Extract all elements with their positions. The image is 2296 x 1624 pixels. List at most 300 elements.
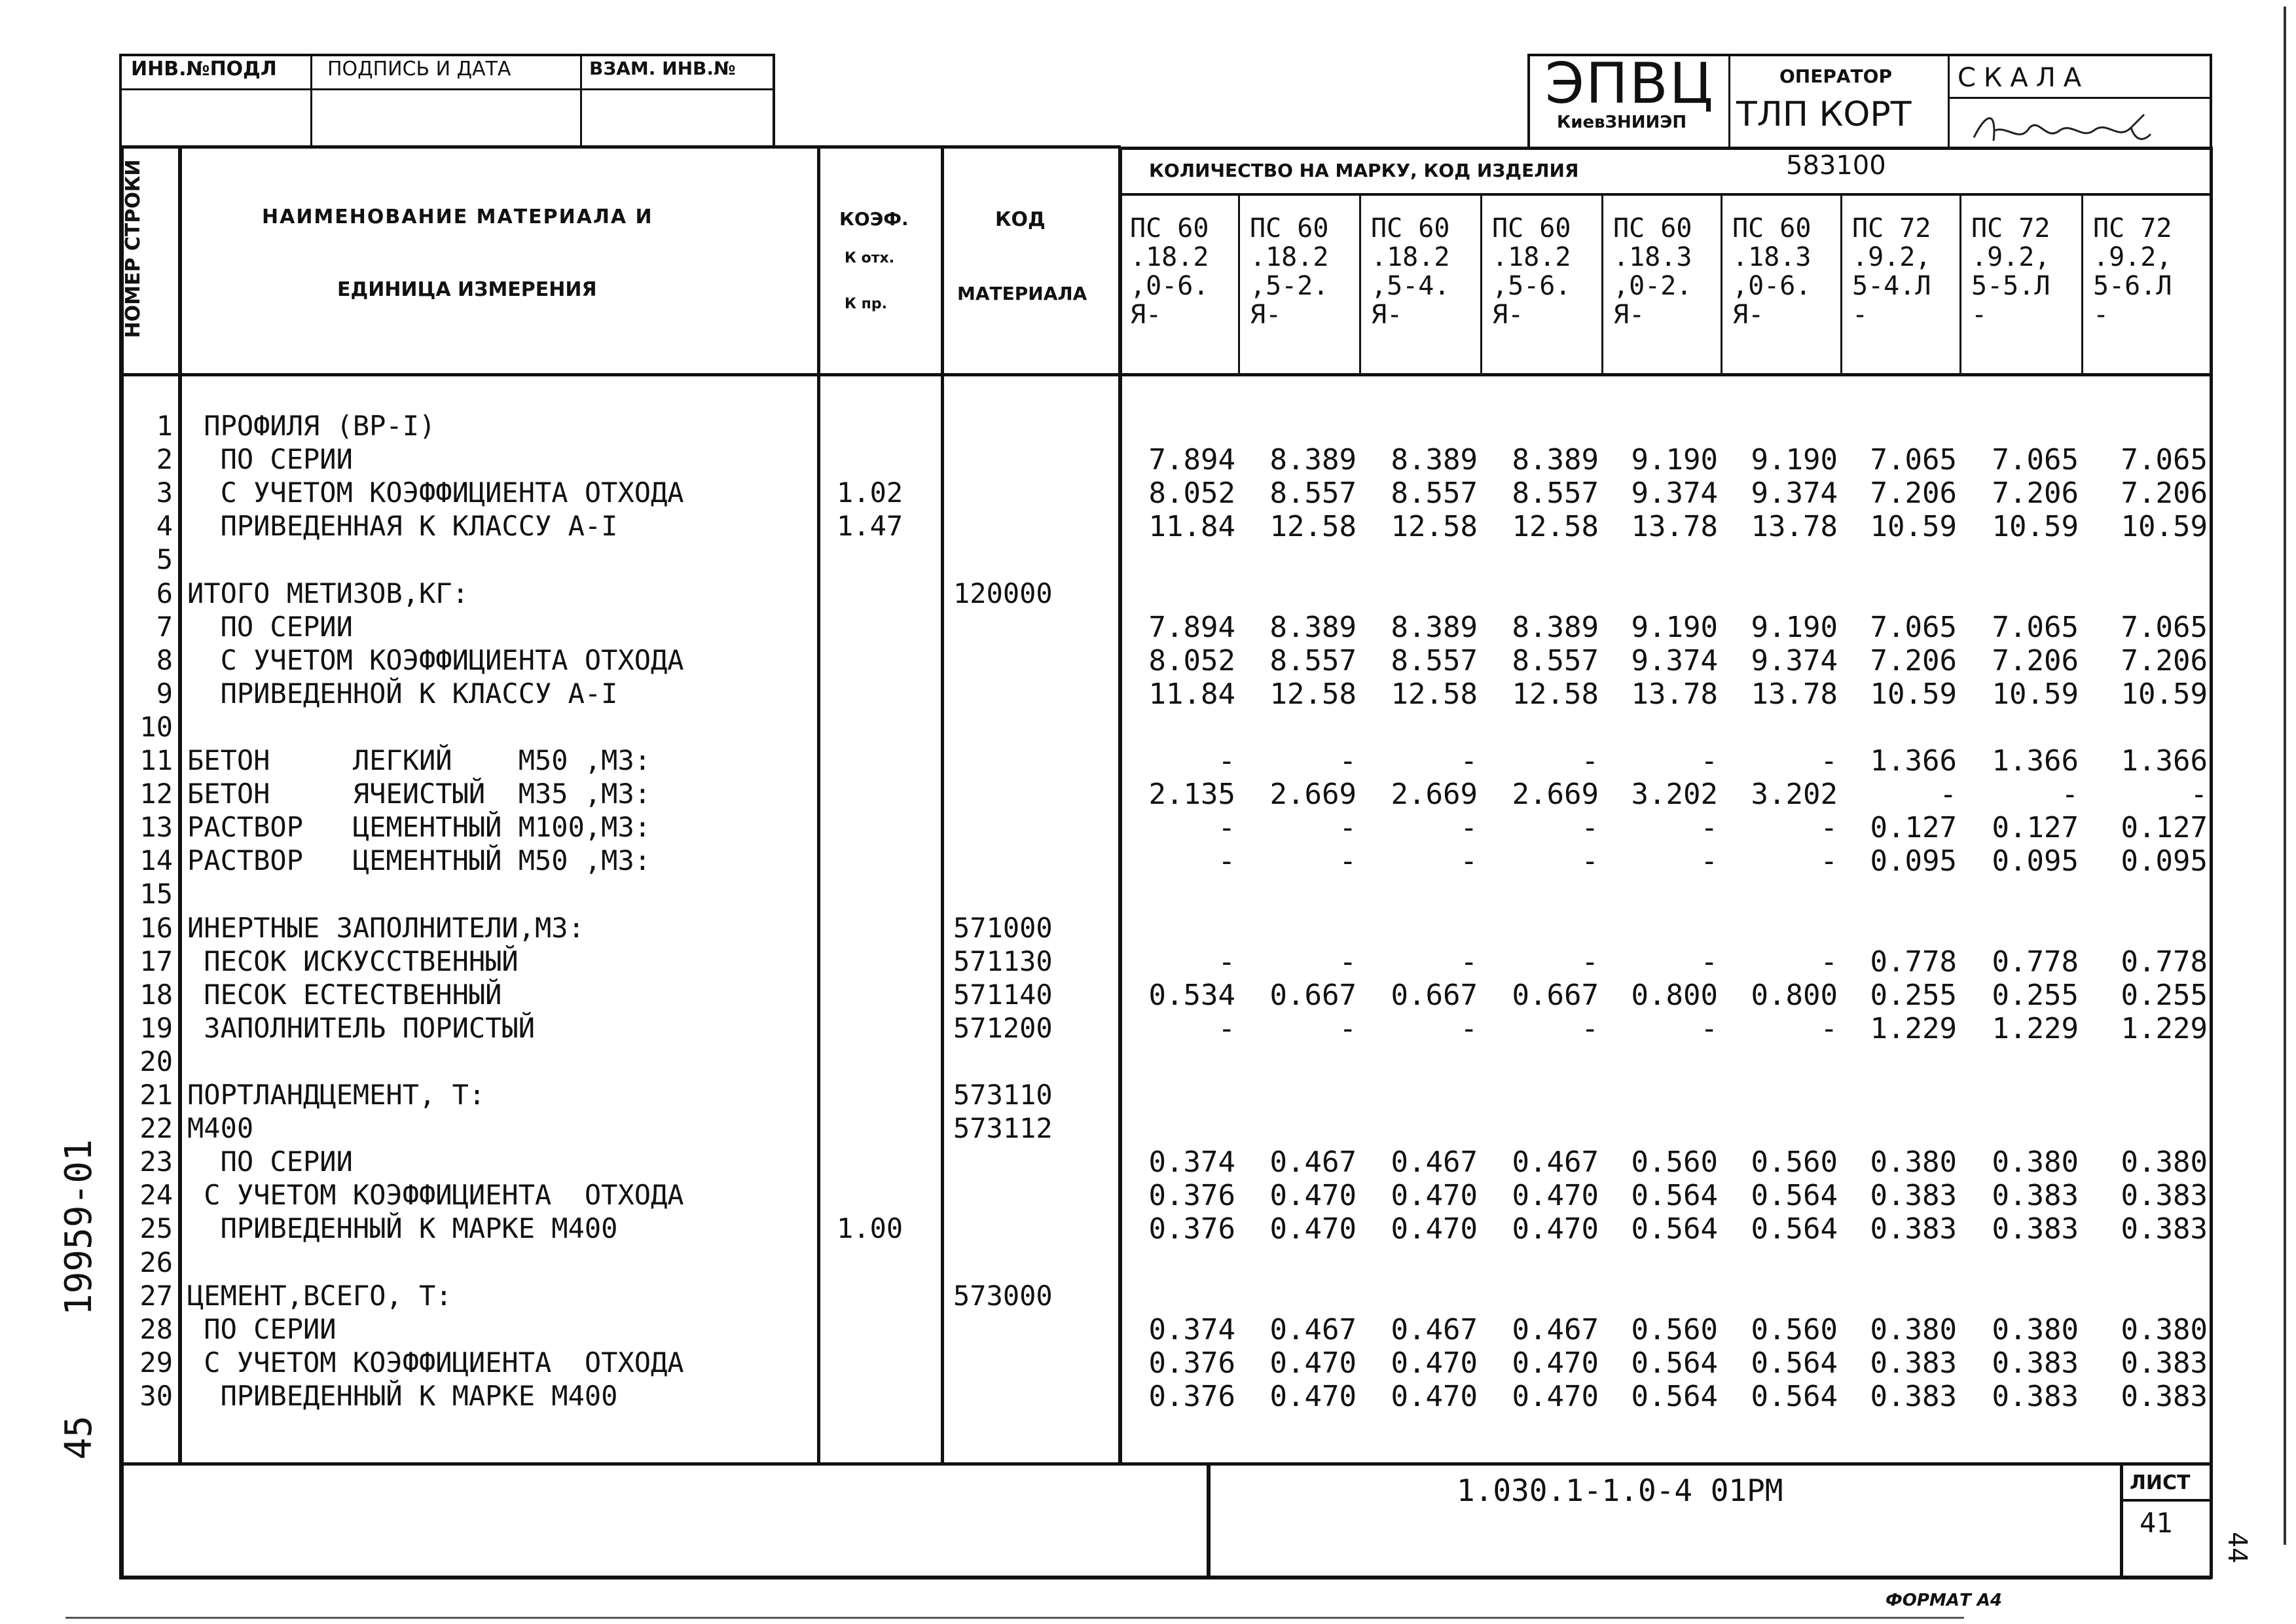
quantity-value: - (2061, 778, 2079, 811)
quantity-value: 13.78 (1631, 510, 1718, 543)
row-number: 3 (156, 477, 173, 509)
org-name: ЭПВЦ (1545, 51, 1715, 117)
product-column-header-line: Я- (1130, 300, 1162, 330)
quantity-value: 3.202 (1751, 778, 1838, 811)
quantity-value: 8.557 (1512, 644, 1599, 677)
quantity-value: 0.095 (1992, 844, 2079, 878)
row-number: 4 (156, 510, 173, 542)
footer-div-1 (1207, 1464, 1211, 1578)
value-column-separator (1601, 194, 1603, 374)
product-column-header-line: ПС 72 (2093, 213, 2172, 244)
material-name: ПРОФИЛЯ (ВР-I) (187, 410, 436, 442)
quantity-value: 1.366 (1870, 744, 1957, 778)
material-name: ПО СЕРИИ (187, 1313, 337, 1345)
quantity-value: 7.206 (1870, 644, 1957, 677)
product-column-header-line: Я- (1250, 300, 1282, 330)
margin-right-mark: 44 (2222, 1532, 2252, 1564)
material-code: 571000 (953, 912, 1053, 944)
coefficient: 1.00 (837, 1212, 903, 1244)
product-column-header-line: .18.2 (1371, 242, 1450, 272)
quantity-value: - (1339, 811, 1357, 844)
quantity-value: 0.667 (1391, 979, 1478, 1012)
title-div-2 (1948, 54, 1950, 148)
quantity-value: - (1218, 844, 1235, 878)
quantity-value: 7.206 (1992, 477, 2079, 510)
row-number: 14 (139, 844, 173, 876)
quantity-value: 2.669 (1512, 778, 1599, 811)
quantity-value: 0.470 (1512, 1212, 1599, 1246)
row-number: 27 (139, 1280, 173, 1312)
product-column-header-line: ПС 60 (1250, 213, 1329, 244)
margin-page-number: 45 (58, 1415, 100, 1460)
product-column-header-line: ПС 60 (1732, 213, 1812, 244)
row-number: 11 (139, 744, 173, 776)
col-line-name (817, 145, 820, 1464)
right-edge-line (2284, 7, 2286, 1545)
quantity-value: 1.229 (1870, 1012, 1957, 1045)
quantity-value: 0.383 (1870, 1212, 1957, 1246)
quantity-value: 0.127 (1992, 811, 2079, 844)
quantity-value: 13.78 (1751, 677, 1838, 711)
quantity-value: 0.467 (1269, 1146, 1357, 1179)
quantity-value: 0.374 (1148, 1313, 1235, 1346)
value-column-separator (1959, 194, 1961, 374)
row-number: 5 (156, 543, 173, 575)
product-column-header-line: ,5-6. (1492, 271, 1571, 301)
quantity-value: 0.778 (1870, 945, 1957, 979)
quantity-value: 0.667 (1269, 979, 1357, 1012)
product-column-header-line: .9.2, (1971, 242, 2050, 272)
row-number: 23 (139, 1146, 173, 1178)
material-name: ЗАПОЛНИТЕЛЬ ПОРИСТЫЙ (187, 1012, 536, 1044)
material-code: 571200 (953, 1012, 1053, 1044)
stamp-right-line (773, 54, 775, 145)
row-number: 13 (139, 811, 173, 843)
row-number: 22 (139, 1112, 173, 1144)
quantity-value: 8.557 (1512, 477, 1599, 510)
product-column-header-line: .18.2 (1250, 242, 1329, 272)
quantity-value: 0.380 (1992, 1313, 2079, 1346)
quantity-value: - (1700, 744, 1718, 778)
quantity-value: 7.894 (1148, 443, 1235, 477)
material-name: ИТОГО МЕТИЗОВ,КГ: (187, 577, 469, 609)
product-column-header-line: ,0-2. (1613, 271, 1692, 301)
product-column-header-line: .18.3 (1613, 242, 1692, 272)
org-sub: КиевЗНИИЭП (1557, 113, 1687, 132)
quantity-value: 0.470 (1391, 1346, 1478, 1380)
value-column-separator (2081, 194, 2083, 374)
title-div-1 (1728, 54, 1730, 148)
quantity-value: 8.389 (1512, 443, 1599, 477)
coefficient: 1.02 (837, 477, 903, 509)
quantity-value: 0.564 (1631, 1179, 1718, 1212)
bottom-edge-line (65, 1617, 1964, 1619)
quantity-value: 7.206 (1992, 644, 2079, 677)
hdr-coef-2: К отх. (845, 250, 895, 266)
quantity-value: 0.376 (1148, 1179, 1235, 1212)
quantity-value: 0.470 (1269, 1346, 1357, 1380)
quantity-value: 10.59 (2121, 510, 2208, 543)
quantity-value: 9.190 (1751, 611, 1838, 644)
quantity-value: 0.383 (1870, 1179, 1957, 1212)
quantity-value: 8.052 (1148, 644, 1235, 677)
quantity-value: 8.389 (1269, 443, 1357, 477)
operator-value: ТЛП КОРТ (1736, 95, 1912, 134)
quantity-value: 12.58 (1391, 677, 1478, 711)
quantity-value: 7.065 (2121, 611, 2208, 644)
product-column-header-line: Я- (1371, 300, 1403, 330)
quantity-value: 10.59 (2121, 677, 2208, 711)
row-number: 1 (156, 410, 173, 442)
qty-header-line (1120, 193, 2212, 196)
quantity-value: 13.78 (1751, 510, 1838, 543)
material-name: ПРИВЕДЕННОЙ К КЛАССУ А-I (187, 677, 618, 710)
quantity-value: 8.389 (1512, 611, 1599, 644)
value-column-separator (1480, 194, 1482, 374)
quantity-value: 0.383 (1870, 1380, 1957, 1413)
quantity-value: 0.564 (1751, 1346, 1838, 1380)
product-column-header-line: .9.2, (2093, 242, 2172, 272)
quantity-value: 10.59 (1992, 510, 2079, 543)
hdr-code-1: КОД (995, 208, 1046, 231)
row-number: 19 (139, 1012, 173, 1044)
product-column-header-line: .18.2 (1130, 242, 1209, 272)
quantity-value: - (1820, 844, 1838, 878)
quantity-value: 0.467 (1512, 1313, 1599, 1346)
product-column-header-line: ПС 72 (1971, 213, 2050, 244)
material-name: ПРИВЕДЕННЫЙ К МАРКЕ М400 (187, 1380, 618, 1412)
row-number: 20 (139, 1045, 173, 1077)
quantity-value: - (1339, 744, 1357, 778)
row-number: 30 (139, 1380, 173, 1412)
quantity-value: - (1339, 844, 1357, 878)
table-top-left (119, 145, 1121, 149)
quantity-value: 0.383 (1870, 1346, 1957, 1380)
quantity-value: 7.065 (1870, 611, 1957, 644)
quantity-value: 12.58 (1269, 510, 1357, 543)
sheet-label: ЛИСТ (2130, 1471, 2191, 1494)
quantity-value: 0.560 (1751, 1313, 1838, 1346)
row-number: 26 (139, 1246, 173, 1278)
quantity-value: - (1218, 1012, 1235, 1045)
operator-signature (1967, 105, 2177, 151)
material-name: ПРИВЕДЕННАЯ К КЛАССУ А-I (187, 510, 618, 542)
row-number: 6 (156, 577, 173, 609)
material-name: РАСТВОР ЦЕМЕНТНЫЙ М50 ,М3: (187, 844, 651, 876)
quantity-value: - (1460, 811, 1478, 844)
quantity-value: - (1460, 744, 1478, 778)
hdr-row-no: НОМЕР СТРОКИ (122, 159, 145, 338)
quantity-value: - (1700, 811, 1718, 844)
frame-bottom (119, 1576, 2212, 1579)
quantity-value: - (1820, 811, 1838, 844)
quantity-value: 0.560 (1751, 1146, 1838, 1179)
quantity-value: - (1460, 844, 1478, 878)
material-name: ПЕСОК ИСКУССТВЕННЫЙ (187, 945, 519, 977)
value-column-separator (1359, 194, 1361, 374)
value-column-separator (1840, 194, 1842, 374)
coefficient: 1.47 (837, 510, 903, 542)
quantity-value: 0.383 (2121, 1346, 2208, 1380)
product-column-header-line: ПС 60 (1371, 213, 1450, 244)
row-number: 9 (156, 677, 173, 710)
sheet-number: 41 (2140, 1507, 2173, 1539)
product-column-header-line: ПС 60 (1492, 213, 1571, 244)
quantity-value: - (1581, 1012, 1599, 1045)
quantity-value: - (1581, 744, 1599, 778)
row-number: 28 (139, 1313, 173, 1345)
row-number: 8 (156, 644, 173, 676)
quantity-value: - (1700, 844, 1718, 878)
product-column-header-line: - (2093, 300, 2109, 330)
quantity-value: 8.389 (1269, 611, 1357, 644)
material-name: БЕТОН ЛЕГКИЙ М50 ,М3: (187, 744, 651, 776)
quantity-value: 10.59 (1992, 677, 2079, 711)
material-name: М400 (187, 1112, 254, 1144)
row-number: 7 (156, 611, 173, 643)
product-column-header-line: 5-6.Л (2093, 271, 2172, 301)
quantity-value: 0.667 (1512, 979, 1599, 1012)
quantity-value: 0.380 (2121, 1146, 2208, 1179)
material-name: БЕТОН ЯЧЕИСТЫЙ М35 ,М3: (187, 778, 651, 810)
hdr-name-1: НАИМЕНОВАНИЕ МАТЕРИАЛА И (262, 206, 653, 228)
quantity-value: 0.127 (2121, 811, 2208, 844)
title-left-line (1527, 54, 1530, 148)
quantity-value: 0.255 (1870, 979, 1957, 1012)
quantity-value: - (1218, 945, 1235, 979)
quantity-value: 2.669 (1391, 778, 1478, 811)
quantity-value: 0.383 (1992, 1346, 2079, 1380)
col-line-coef (941, 145, 944, 1464)
quantity-value: 7.206 (2121, 477, 2208, 510)
row-number: 15 (139, 878, 173, 910)
quantity-value: - (1218, 811, 1235, 844)
system-name: СКАЛА (1958, 63, 2090, 93)
quantity-value: 8.557 (1391, 644, 1478, 677)
product-column-header-line: ,0-6. (1130, 271, 1209, 301)
value-column-separator (1238, 194, 1240, 374)
quantity-value: 0.470 (1269, 1179, 1357, 1212)
quantity-value: 8.557 (1391, 477, 1478, 510)
quantity-value: 0.534 (1148, 979, 1235, 1012)
header-bottom-line (119, 373, 2212, 376)
quantity-value: 0.383 (1992, 1212, 2079, 1246)
quantity-value: - (1339, 1012, 1357, 1045)
row-number: 24 (139, 1179, 173, 1211)
quantity-value: 8.389 (1391, 443, 1478, 477)
material-code: 573110 (953, 1079, 1053, 1111)
quantity-value: - (1939, 778, 1957, 811)
material-code: 120000 (953, 577, 1053, 609)
format-label: ФОРМАТ А4 (1886, 1591, 2002, 1610)
quantity-value: 0.564 (1631, 1346, 1718, 1380)
frame-left (119, 145, 124, 1579)
row-number: 18 (139, 979, 173, 1011)
quantity-value: 0.467 (1269, 1313, 1357, 1346)
quantity-value: - (1820, 744, 1838, 778)
quantity-value: - (1460, 945, 1478, 979)
material-name: ПО СЕРИИ (187, 611, 353, 643)
quantity-value: 9.190 (1631, 443, 1718, 477)
quantity-value: 0.470 (1391, 1179, 1478, 1212)
material-name: ПЕСОК ЕСТЕСТВЕННЫЙ (187, 979, 502, 1011)
footer-sheet-line (2120, 1499, 2212, 1502)
row-number: 25 (139, 1212, 173, 1244)
quantity-value: 0.095 (2121, 844, 2208, 878)
material-name: ПРИВЕДЕННЫЙ К МАРКЕ М400 (187, 1212, 618, 1244)
quantity-value: 7.065 (1992, 443, 2079, 477)
quantity-value: 11.84 (1148, 677, 1235, 711)
quantity-value: 0.383 (1992, 1179, 2079, 1212)
quantity-value: 12.58 (1512, 677, 1599, 711)
quantity-value: 7.065 (1992, 611, 2079, 644)
material-name: ИНЕРТНЫЕ ЗАПОЛНИТЕЛИ,М3: (187, 912, 585, 944)
quantity-value: 0.560 (1631, 1313, 1718, 1346)
material-name: ПО СЕРИИ (187, 443, 353, 475)
quantity-value: 0.564 (1631, 1380, 1718, 1413)
quantity-value: 8.052 (1148, 477, 1235, 510)
footer-div-2 (2120, 1464, 2123, 1578)
quantity-value: - (1700, 945, 1718, 979)
quantity-value: 0.470 (1512, 1380, 1599, 1413)
quantity-value: 0.470 (1391, 1212, 1478, 1246)
quantity-value: 0.470 (1269, 1212, 1357, 1246)
quantity-value: 0.383 (2121, 1179, 2208, 1212)
quantity-value: 0.470 (1512, 1346, 1599, 1380)
quantity-value: - (1820, 945, 1838, 979)
hdr-product-code: 583100 (1786, 151, 1886, 181)
quantity-value: 7.065 (1870, 443, 1957, 477)
quantity-value: 0.564 (1751, 1179, 1838, 1212)
quantity-value: 9.190 (1631, 611, 1718, 644)
margin-inv-number: 19959-01 (58, 1139, 100, 1316)
quantity-value: 0.470 (1512, 1179, 1599, 1212)
quantity-value: 0.778 (2121, 945, 2208, 979)
hdr-coef-3: К пр. (845, 296, 887, 312)
quantity-value: - (1700, 1012, 1718, 1045)
product-column-header-line: ПС 60 (1130, 213, 1209, 244)
col-line-rowno (178, 145, 182, 1464)
material-name: С УЧЕТОМ КОЭФФИЦИЕНТА ОТХОДА (187, 477, 684, 509)
quantity-value: 0.255 (1992, 979, 2079, 1012)
quantity-value: 0.095 (1870, 844, 1957, 878)
product-column-header-line: ,5-2. (1250, 271, 1329, 301)
material-code: 571140 (953, 979, 1053, 1011)
quantity-value: 0.800 (1751, 979, 1838, 1012)
quantity-value: 10.59 (1870, 510, 1957, 543)
quantity-value: - (1218, 744, 1235, 778)
stamp-vzam: ВЗАМ. ИНВ.№ (589, 58, 736, 79)
quantity-value: 0.380 (2121, 1313, 2208, 1346)
stamp-podpis: ПОДПИСЬ И ДАТА (327, 58, 511, 81)
quantity-value: 0.255 (2121, 979, 2208, 1012)
quantity-value: 0.800 (1631, 979, 1718, 1012)
quantity-value: 0.564 (1751, 1380, 1838, 1413)
quantity-value: 1.366 (2121, 744, 2208, 778)
product-column-header-line: Я- (1492, 300, 1524, 330)
quantity-value: 0.127 (1870, 811, 1957, 844)
title-right-line (2210, 54, 2212, 148)
material-name: ЦЕМЕНТ,ВСЕГО, Т: (187, 1280, 452, 1312)
quantity-value: - (1581, 945, 1599, 979)
product-column-header-line: ПС 60 (1613, 213, 1692, 244)
quantity-value: 0.374 (1148, 1146, 1235, 1179)
quantity-value: 7.206 (1870, 477, 1957, 510)
row-number: 21 (139, 1079, 173, 1111)
quantity-value: 2.669 (1269, 778, 1357, 811)
material-code: 573000 (953, 1280, 1053, 1312)
material-code: 571130 (953, 945, 1053, 977)
material-code: 573112 (953, 1112, 1053, 1144)
quantity-value: 7.065 (2121, 443, 2208, 477)
quantity-value: 0.564 (1631, 1212, 1718, 1246)
quantity-value: 1.229 (2121, 1012, 2208, 1045)
quantity-value: 12.58 (1391, 510, 1478, 543)
row-number: 29 (139, 1346, 173, 1379)
product-column-header-line: .18.3 (1732, 242, 1812, 272)
quantity-value: 0.383 (2121, 1380, 2208, 1413)
frame-right (2210, 147, 2213, 1579)
hdr-name-2: ЕДИНИЦА ИЗМЕРЕНИЯ (337, 278, 597, 301)
quantity-value: - (1460, 1012, 1478, 1045)
material-name: С УЧЕТОМ КОЭФФИЦИЕНТА ОТХОДА (187, 644, 684, 676)
product-column-header-line: ПС 72 (1852, 213, 1931, 244)
product-column-header-line: .18.2 (1492, 242, 1571, 272)
product-column-header-line: .9.2, (1852, 242, 1931, 272)
quantity-value: 0.560 (1631, 1146, 1718, 1179)
quantity-value: 0.376 (1148, 1346, 1235, 1380)
row-number: 10 (139, 711, 173, 743)
quantity-value: 0.383 (1992, 1380, 2079, 1413)
stamp-mid-line (119, 88, 775, 90)
table-bottom-line (119, 1462, 2212, 1466)
row-number: 16 (139, 912, 173, 944)
product-column-header-line: - (1852, 300, 1868, 330)
quantity-value: 0.376 (1148, 1212, 1235, 1246)
quantity-value: 2.135 (1148, 778, 1235, 811)
stamp-inv-podl: ИНВ.№ПОДЛ (131, 58, 277, 81)
quantity-value: 12.58 (1512, 510, 1599, 543)
quantity-value: 0.376 (1148, 1380, 1235, 1413)
quantity-value: 0.778 (1992, 945, 2079, 979)
table-top-right (1120, 147, 2212, 150)
material-name: ПО СЕРИИ (187, 1146, 353, 1178)
material-name: С УЧЕТОМ КОЭФФИЦИЕНТА ОТХОДА (187, 1179, 684, 1211)
product-column-header-line: ,0-6. (1732, 271, 1812, 301)
quantity-value: 9.190 (1751, 443, 1838, 477)
quantity-value: - (1581, 811, 1599, 844)
quantity-value: 7.894 (1148, 611, 1235, 644)
quantity-value: 0.467 (1391, 1313, 1478, 1346)
operator-label: ОПЕРАТОР (1779, 65, 1892, 87)
doc-code: 1.030.1-1.0-4 01РМ (1457, 1473, 1783, 1508)
quantity-value: 1.366 (1992, 744, 2079, 778)
stamp-left-line (119, 54, 122, 145)
quantity-value: 1.229 (1992, 1012, 2079, 1045)
quantity-value: 10.59 (1870, 677, 1957, 711)
product-column-header-line: - (1971, 300, 1988, 330)
hdr-code-2: МАТЕРИАЛА (957, 283, 1087, 304)
quantity-value: 0.470 (1269, 1380, 1357, 1413)
row-number: 2 (156, 443, 173, 475)
quantity-value: 0.467 (1391, 1146, 1478, 1179)
quantity-value: 3.202 (1631, 778, 1718, 811)
quantity-value: - (1820, 1012, 1838, 1045)
product-column-header-line: Я- (1732, 300, 1764, 330)
quantity-value: 9.374 (1751, 644, 1838, 677)
value-column-separator (1721, 194, 1722, 374)
stamp-div-1 (310, 54, 312, 145)
